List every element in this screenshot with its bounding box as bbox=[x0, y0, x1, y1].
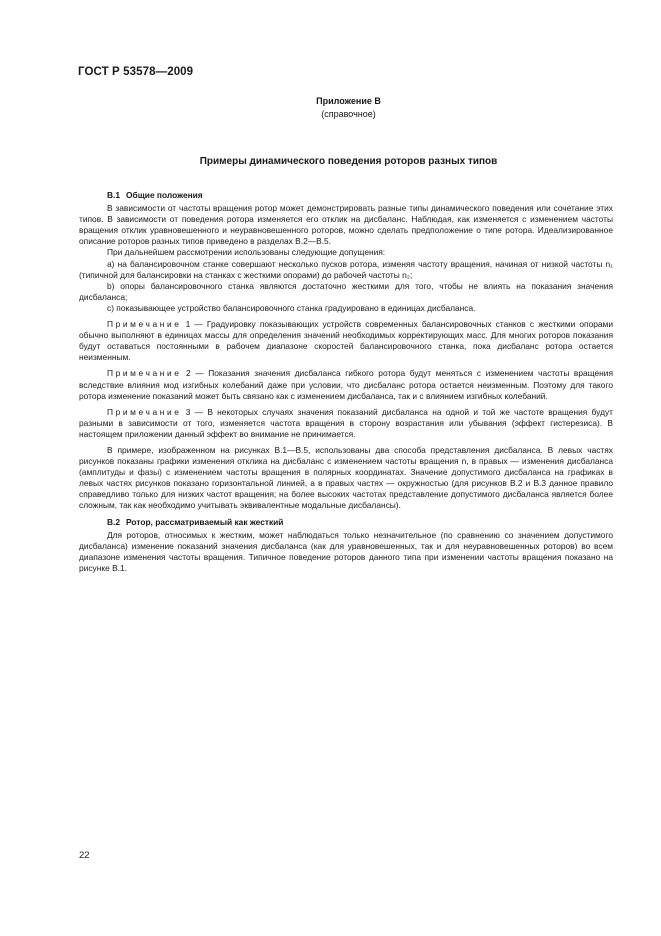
list-item-a: а) на балансировочном станке совершают несколько пусков ротора, изменяя частоту вращения, начиная от низкой частоты n₁ (типичной для балансировки на станках с жесткими опорами) до рабочей частоты n₂; bbox=[79, 258, 613, 280]
note-body: 3 — В некоторых случаях значения показаний дисбаланса на одной и той же частоте вращения будут разными в зависимости от того, изменяется частота вращения в сторону возрастания или убывания (эффект гистерезиса). В настоящем приложении данный эффект во внимание не принимается. bbox=[79, 406, 613, 439]
section-number: В.2 bbox=[107, 516, 121, 527]
note-1 bbox=[79, 319, 613, 363]
note-body: 1 — Градуировку показывающих устройств современных балансировочных станков с жесткими опорами обычно выполняют в единицах массы для определения значений необходимых корректирующих масс. Для многих роторов показания будут оставаться постоянными в рабочем диапазоне скоростей балансировочного станка, пока дисбаланс ротора остается неизменным. bbox=[79, 319, 613, 363]
main-title bbox=[0, 156, 661, 167]
paragraph: При дальнейшем рассмотрении использованы следующие допущения: bbox=[107, 247, 386, 258]
document-body bbox=[79, 190, 613, 574]
section-title: Общие положения bbox=[126, 190, 203, 200]
section-number: В.1 bbox=[107, 190, 121, 200]
note-label: Примечание bbox=[107, 368, 182, 379]
note-3 bbox=[79, 407, 613, 440]
paragraph: В зависимости от частоты вращения ротор может демонстрировать разные типы динамического поведения или сочетание этих типов. В зависимости от поведения ротора изменяется его отклик на дисбаланс. Наблюдая, как изменяется с изменением частоты вращения отклик уравновешенного и неуравновешенного роторов, можно сделать предположение о типе ротора. Идеализированное описание роторов разных типов приведено в разделах В.2—В.5. bbox=[79, 203, 613, 247]
main-title-text: Примеры динамического поведения роторов разных типов bbox=[199, 156, 498, 167]
appendix-title: Приложение В bbox=[316, 96, 381, 106]
standard-header: ГОСТ Р 53578—2009 bbox=[78, 66, 194, 78]
appendix-heading bbox=[0, 95, 661, 121]
page-number: 22 bbox=[79, 850, 90, 861]
paragraph: В примере, изображенном на рисунках В.1—В.5, использованы два способа представления дисбаланса. В левых частях рисунков показаны графики изменения отклика на дисбаланс с изменением частоты вращения n, в правых — изменения дисбаланса (амплитуды и фазы) с изменением частоты вращения в полярных координатах. Значение допустимого дисбаланса на графиках в левых частях рисунков показано горизонтальной линией, а в правых частях — окружностью (для рисунков В.2 и В.3 данное правило справедливо только для низких частот вращения; на более высоких частотах представление допустимого дисбаланса является более сложным, так как необходимо учитывать эквивалентные модальные дисбалансы). bbox=[79, 444, 613, 511]
list-item-c: c) показывающее устройство балансировочного станка градуировано в единицах дисбаланса. bbox=[107, 302, 476, 313]
note-label: Примечание bbox=[107, 406, 182, 417]
note-label: Примечание bbox=[107, 319, 182, 330]
section-heading bbox=[79, 517, 613, 528]
note-2 bbox=[79, 368, 613, 401]
note-body: 2 — Показания значения дисбаланса гибкого ротора будут меняться с изменением частоты вращения вследствие влияния мод изгибных колебаний даже при условии, что дисбаланс ротора остается неизменным. Поэтому для такого ротора изменение показаний может быть связано как с изменением дисбаланса, так и с влиянием изгибных колебаний. bbox=[79, 368, 613, 401]
paragraph: Для роторов, относимых к жестким, может наблюдаться только незначительное (по сравнению со значением допустимого дисбаланса) изменение показаний значения дисбаланса (как для уравновешенных, так и для неуравновешенных роторов) во всем диапазоне изменения частоты вращения. Типичное поведение роторов данного типа при изменении частоты вращения показано на рисунке В.1. bbox=[79, 529, 613, 573]
appendix-subtitle: (справочное) bbox=[321, 109, 376, 119]
section-title: Ротор, рассматриваемый как жесткий bbox=[126, 516, 284, 527]
list-item-b: b) опоры балансировочного станка являются достаточно жесткими для того, чтобы не влиять на показания значения дисбаланса; bbox=[79, 280, 613, 302]
section-heading bbox=[79, 190, 613, 201]
